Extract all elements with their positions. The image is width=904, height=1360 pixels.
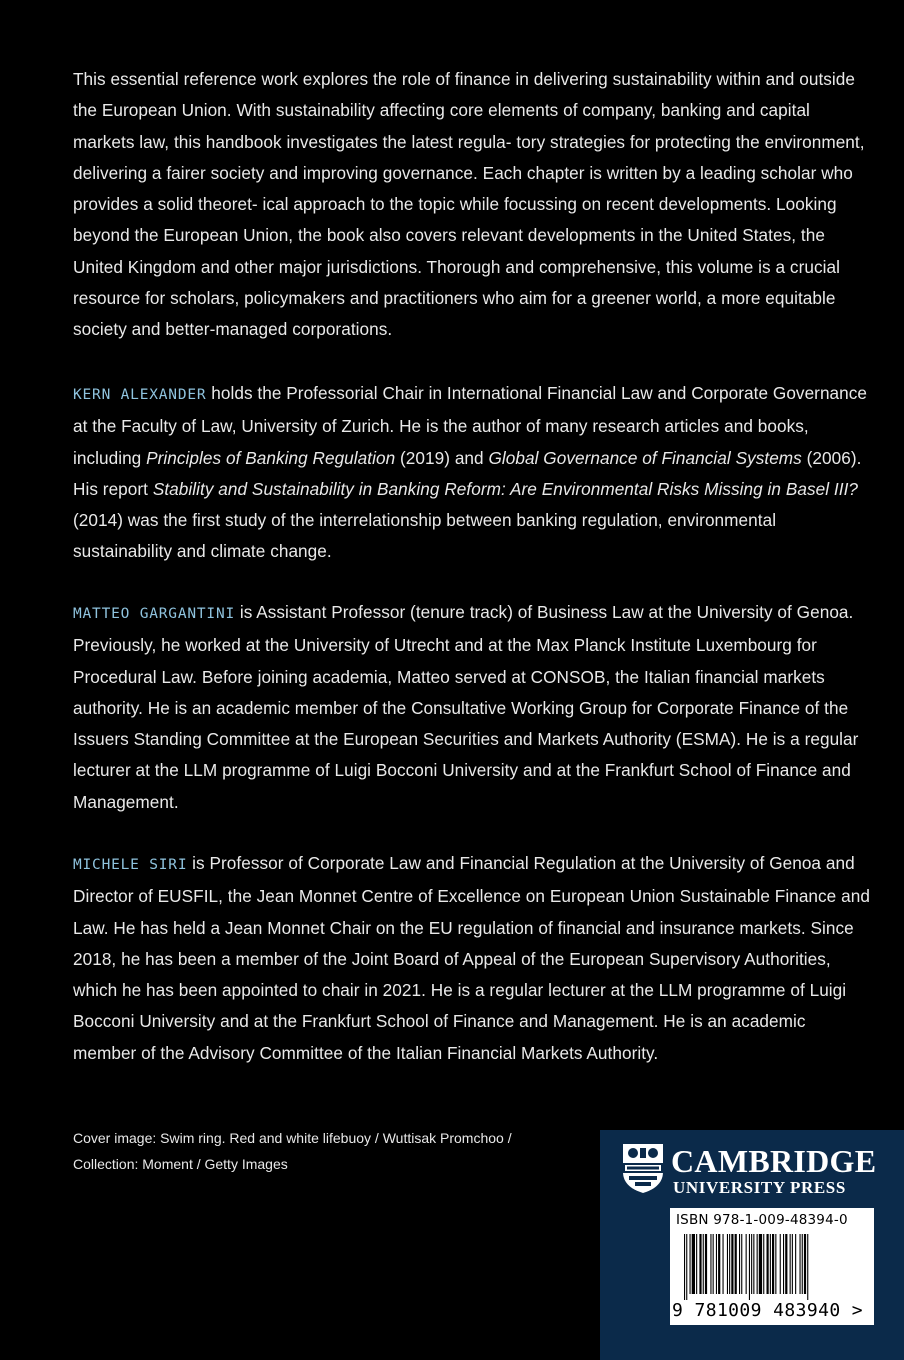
publisher-name: CAMBRIDGE: [671, 1143, 877, 1179]
publisher-subtitle: UNIVERSITY PRESS: [673, 1178, 846, 1197]
barcode-digits: 9 781009 483940 >: [672, 1300, 864, 1321]
barcode-bar: [735, 1234, 737, 1294]
book-title: Principles of Banking Regulation: [146, 447, 396, 468]
barcode-bar: [804, 1234, 806, 1294]
publisher-logo: [619, 1140, 904, 1200]
barcode-bar: [759, 1234, 762, 1294]
barcode-bar: [780, 1234, 781, 1294]
barcode-bar: [731, 1234, 733, 1294]
barcode-bar: [710, 1234, 711, 1294]
book-title: Global Governance of Financial Systems: [488, 447, 802, 468]
barcode-bar: [703, 1234, 704, 1294]
barcode-bar: [741, 1234, 742, 1294]
isbn-barcode: [670, 1208, 874, 1325]
barcode-bar: [739, 1234, 740, 1294]
barcode-bar: [684, 1234, 685, 1300]
bio-text: is Professor of Corporate Law and Financial Regulation at the University of Genoa and Director of EUSFIL, the Jean Monnet Centre of Excellence on European Union Sustainable Finance and Law. He has held a Jean Monnet Chair on the EU regulation of financial and insurance markets. Since 2018, he has been a member of the Joint Board of Appeal of the European Supervisory Authorities, which he has been appointed to chair in 2021. He is a regular lecturer at the LLM programme of Luigi Bocconi University and at the Frankfurt School of Finance and Management. He is an academic member of the Advisory Committee of the Italian Financial Markets Authority.: [73, 853, 870, 1063]
barcode-bar: [723, 1234, 724, 1294]
barcode-bar: [751, 1234, 752, 1294]
barcode-bar: [767, 1234, 769, 1294]
barcode-bar: [686, 1234, 687, 1300]
barcode-bar: [699, 1234, 701, 1294]
barcode-bar: [783, 1234, 784, 1294]
bio-text: (2014) was the first study of the interrelationship between banking regulation, environmental sustainability and climate change.: [73, 510, 777, 562]
barcode-bar: [763, 1234, 764, 1294]
credit-line: Cover image: Swim ring. Red and white lifebuoy / Wuttisak Promchoo /: [73, 1130, 512, 1146]
barcode-bar: [746, 1234, 747, 1294]
barcode-bar: [800, 1234, 801, 1294]
barcode-bar: [772, 1234, 774, 1294]
barcode-bar: [729, 1234, 730, 1294]
isbn-label: ISBN 978-1-009-48394-0: [676, 1212, 848, 1228]
author-bio-matteo-gargantini: [73, 597, 873, 818]
barcode-bar: [696, 1234, 697, 1294]
barcode-bar: [727, 1234, 728, 1294]
barcode-bar: [753, 1234, 754, 1294]
barcode-bar: [795, 1234, 796, 1294]
author-bio-michele-siri: [73, 848, 873, 1069]
credit-line: Collection: Moment / Getty Images: [73, 1156, 288, 1172]
bio-text: (2006). His report: [73, 447, 862, 499]
author-bio-kern-alexander: [73, 378, 873, 568]
cover-image-credit: [73, 1125, 573, 1177]
bio-text: holds the Professorial Chair in International Financial Law and Corporate Governance at the Faculty of Law, University of Zurich. He is the author of many research articles and books, including: [73, 383, 868, 468]
barcode-bar: [749, 1234, 750, 1300]
report-title: Stability and Sustainability in Banking Reform: Are Environmental Risks Missing in Basel III?: [152, 478, 859, 499]
author-name: KERN ALEXANDER: [73, 387, 207, 403]
barcode-bar: [692, 1234, 695, 1294]
barcode-bar: [716, 1234, 717, 1294]
barcode-bar: [705, 1234, 707, 1294]
barcode-bars: [684, 1234, 862, 1300]
cambridge-shield-icon: [621, 1142, 665, 1194]
barcode-bar: [802, 1234, 803, 1294]
bio-text: (2019) and: [395, 447, 489, 468]
barcode-bar: [718, 1234, 720, 1294]
book-description: This essential reference work explores the role of finance in delivering sustainability within and outside the European Union. With sustainability affecting core elements of company, banking and capital markets law, this handbook investigates the latest regula- tory strategies for protecting the environment, delivering a fairer society and improving governance. Each chapter is written by a leading scholar who provides a solid theoret- ical approach to the topic while focussing on recent developments. Looking beyond the European Union, the book also covers relevant developments in the United States, the United Kingdom and other major jurisdictions. Thorough and comprehensive, this volume is a crucial resource for scholars, policymakers and practitioners who aim for a greener world, a more equitable society and better-managed corporations.: [73, 69, 865, 340]
barcode-bar: [790, 1234, 791, 1294]
barcode-bar: [757, 1234, 758, 1294]
author-name: MICHELE SIRI: [73, 857, 188, 873]
author-name: MATTEO GARGANTINI: [73, 606, 236, 622]
barcode-bar: [785, 1234, 787, 1294]
barcode-bar: [713, 1234, 714, 1294]
barcode-bar: [792, 1234, 793, 1294]
bio-text: is Assistant Professor (tenure track) of Business Law at the University of Genoa. Previously, he worked at the University of Utrecht and at the Max Planck Institute Luxembourg for Procedural Law. Before joining academia, Matteo served at CONSOB, the Italian financial markets authority. He is an academic member of the Consultative Working Group for Corporate Finance of the Issuers Standing Committee at the European Securities and Markets Authority (ESMA). He is a regular lecturer at the LLM programme of Luigi Bocconi University and at the Frankfurt School of Finance and Management.: [73, 602, 859, 812]
barcode-bar: [770, 1234, 771, 1294]
barcode-bar: [807, 1234, 808, 1300]
barcode-bar: [775, 1234, 776, 1294]
barcode-bar: [690, 1234, 691, 1294]
